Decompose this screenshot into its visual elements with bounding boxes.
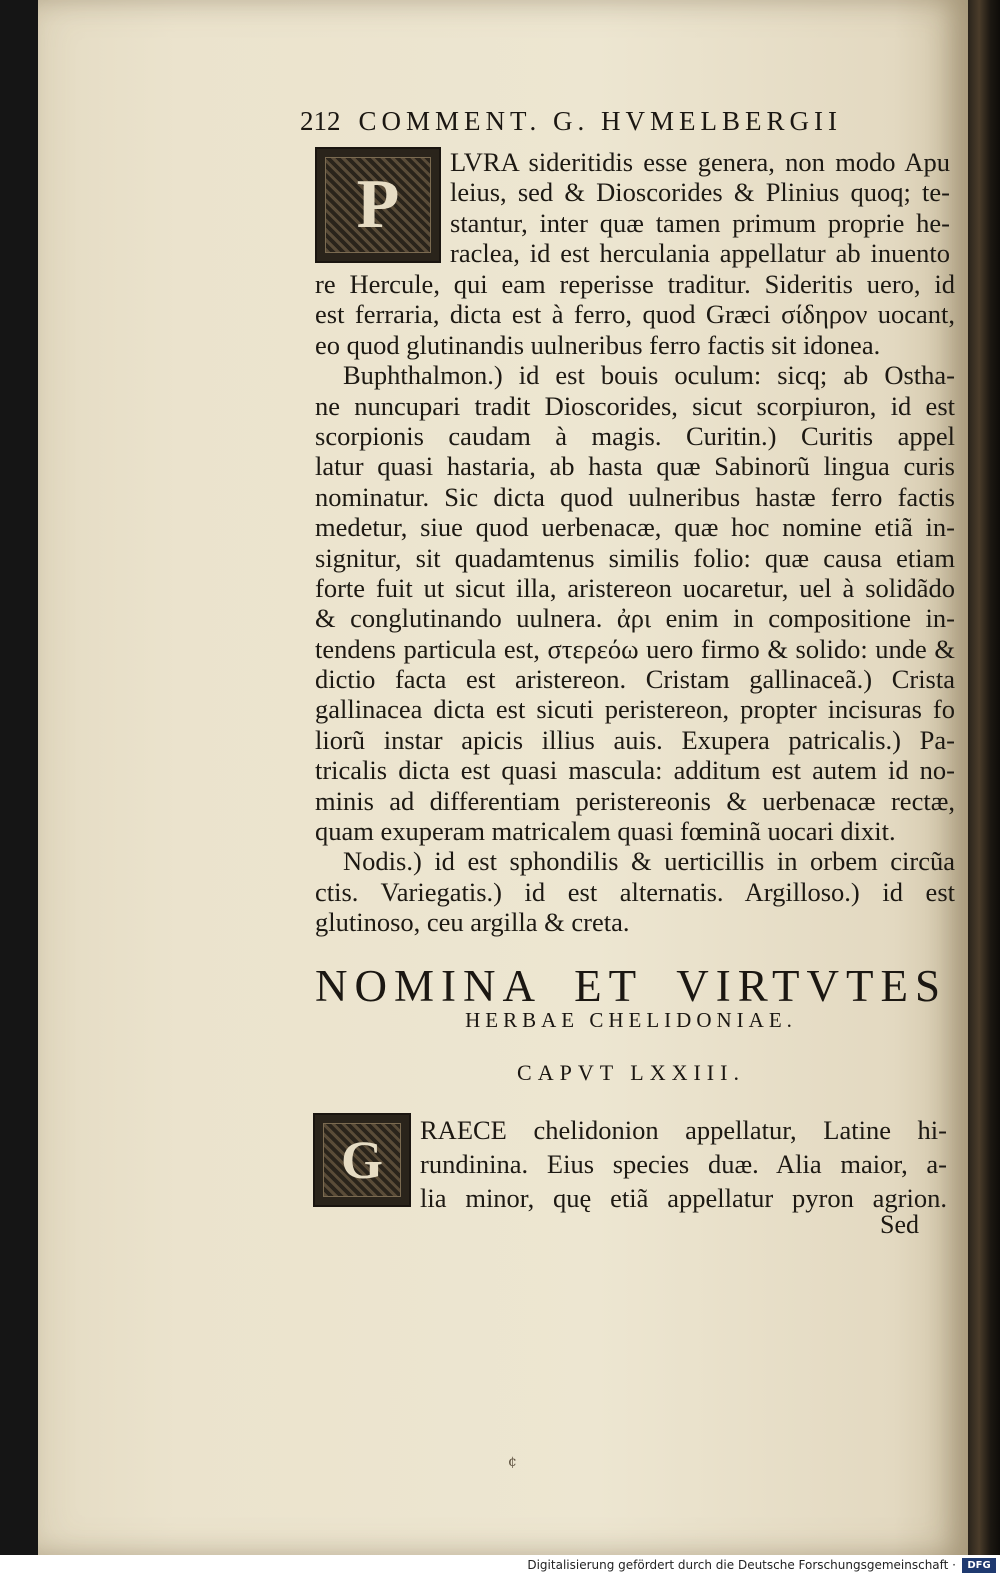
- text-line: re Hercule, qui eam reperisse traditur. Sideritis uero, id: [315, 269, 955, 299]
- text-line: forte fuit ut sicut illa, aristereon uocaretur, uel à solidãdo: [315, 572, 955, 603]
- decorated-initial-g: [313, 1113, 411, 1207]
- digitization-footer: [0, 1555, 1000, 1577]
- text-line: raclea, id est herculania appellatur ab inuento: [450, 238, 950, 269]
- text-line: glutinoso, ceu argilla & creta.: [315, 907, 630, 938]
- text-line: quam exuperam matricalem quasi fœminã uocari dixit.: [315, 816, 896, 847]
- text-beside-initial: [450, 147, 950, 269]
- text-line: stantur, inter quæ tamen primum proprie he-: [450, 207, 950, 238]
- text-line: tendens particula est, στερεόω uero firmo & solido: unde &: [315, 633, 955, 664]
- commentary-body: [315, 269, 955, 938]
- running-header: [300, 106, 960, 142]
- text-line: LVRA sideritidis esse genera, non modo Apu: [450, 147, 950, 177]
- text-line: gallinacea dicta est sicuti peristereon, propter incisuras fo: [315, 694, 955, 725]
- text-line: Buphthalmon.) id est bouis oculum: sicq; ab Ostha-: [343, 360, 955, 391]
- page-number: 212: [300, 106, 341, 136]
- text-line: scorpionis caudam à magis. Curitin.) Curitis appel: [315, 420, 955, 451]
- text-line: ctis. Variegatis.) id est alternatis. Argilloso.) id est: [315, 876, 955, 907]
- text-line: leius, sed & Dioscorides & Plinius quoq; te-: [450, 177, 950, 208]
- text-line: latur quasi hastaria, ab hasta quæ Sabinorũ lingua curis: [315, 451, 955, 482]
- text-line: dictio facta est aristereon. Cristam gallinaceã.) Crista: [315, 664, 955, 695]
- catchword: Sed: [880, 1210, 919, 1239]
- initial-letter: G: [340, 1130, 383, 1190]
- running-title: COMMENT. G. HVMELBERGII: [358, 106, 842, 136]
- chapter-title: NOMINA ET VIRTVTES: [315, 961, 947, 1011]
- text-line: signitur, sit quadamtenus similis folio: quæ causa etiam: [315, 542, 955, 573]
- ink-mark: ¢: [508, 1454, 517, 1470]
- chapter-number: CAPVT LXXIII.: [517, 1060, 745, 1085]
- initial-letter: P: [356, 166, 400, 243]
- chapter-subtitle: HERBAE CHELIDONIAE.: [465, 1008, 797, 1032]
- text-line: Nodis.) id est sphondilis & uerticillis in orbem circũa: [343, 846, 955, 877]
- text-line: minis ad differentiam peristereonis & uerbenacæ rectæ,: [315, 785, 955, 816]
- book-spine-edge: [968, 0, 1000, 1555]
- text-line: ne nuncupari tradit Dioscorides, sicut scorpiuron, id est: [315, 390, 955, 421]
- text-line: RAECE chelidonion appellatur, Latine hi-: [420, 1115, 947, 1145]
- chapter-body: [420, 1113, 947, 1215]
- dfg-logo[interactable]: DFG: [962, 1558, 996, 1573]
- text-line: & conglutinando uulnera. ἀρι enim in compositione in-: [315, 603, 955, 634]
- text-line: nominatur. Sic dicta quod uulneribus hastæ ferro factis: [315, 481, 955, 512]
- decorated-initial-p: [315, 147, 441, 263]
- text-line: eo quod glutinandis uulneribus ferro factis sit idonea.: [315, 329, 881, 360]
- text-line: liorũ instar apicis illius auis. Exupera patricalis.) Pa-: [315, 724, 955, 755]
- text-line: rundinina. Eius species duæ. Alia maior, a-: [420, 1149, 947, 1179]
- text-line: medetur, siue quod uerbenacæ, quæ hoc nomine etiã in-: [315, 512, 955, 543]
- text-line: est ferraria, dicta est à ferro, quod Græci σίδηρον uocant,: [315, 299, 955, 330]
- text-line: tricalis dicta est quasi mascula: additum est autem id no-: [315, 755, 955, 786]
- text-line: lia minor, quę etiã appellatur pyron agrion.: [420, 1183, 947, 1213]
- footer-credit: Digitalisierung gefördert durch die Deutsche Forschungsgemeinschaft ·: [527, 1558, 956, 1572]
